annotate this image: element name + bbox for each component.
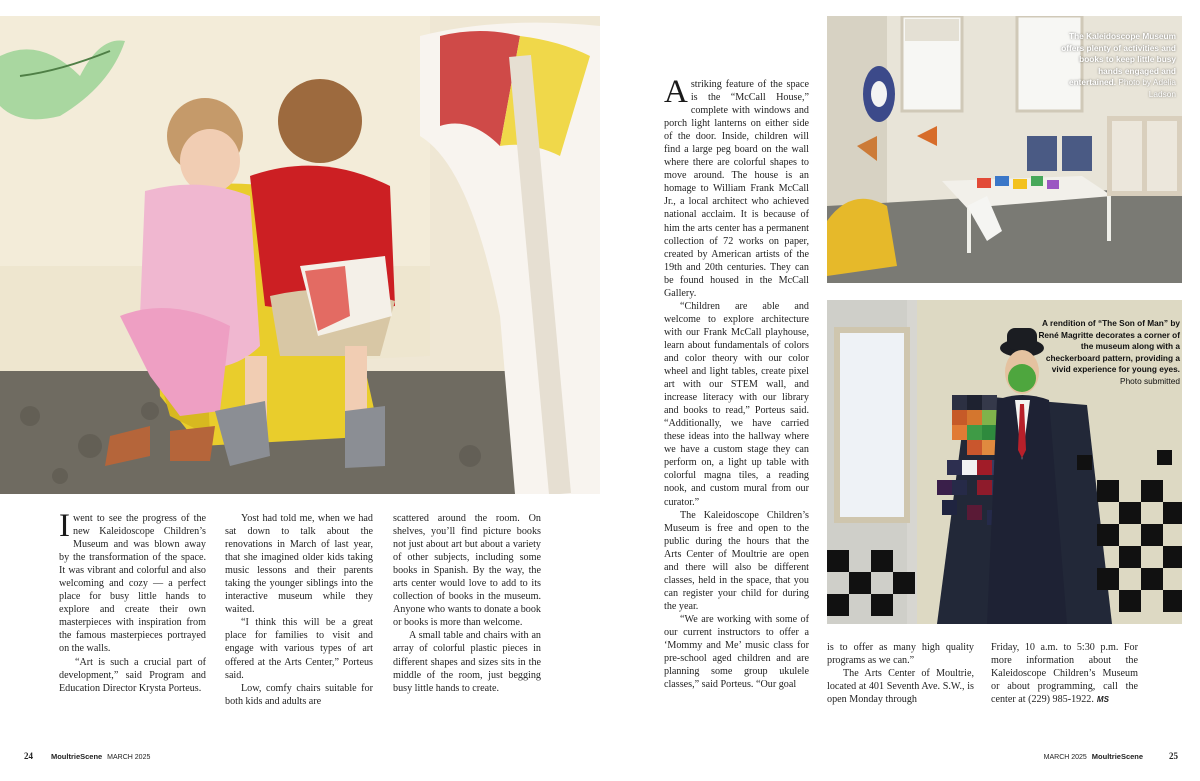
issue-date: MARCH 2025 [107,754,151,761]
paragraph: “Children are able and welcome to explore architecture with our Frank McCall playhouse, learn about fundamentals of colors and color theory with our color wheel and light tables, create pixel art with our STEM wall, and increase literacy with our library and books to read,” Porteus said. “Additionally, we have carried these ideas into the hallway where we have a custom stage they can perform on, a light up table with colorful magna tiles, a reading nook, and custom mural from our curator.” [664,300,809,508]
room-photo-caption [1058,31,1176,101]
article-column-4 [664,74,809,691]
article-column-6 [991,641,1138,706]
paragraph: Astriking feature of the space is the “McCall House,” complete with windows and porch light lanterns on either side of the door. Inside, children will find a large peg board on the wall where there are colorful shapes to move around. The house is an homage to William Frank McCall Jr., a local architect who achieved national acclaim. It is because of him the arts center has a permanent collection of 72 works on paper, created by American artists of the 19th and 20th centuries. They can be found housed in the McCall Gallery. [664,74,809,299]
right-folio [1044,751,1178,761]
article-column-3 [393,512,541,695]
paragraph: Yost had told me, when we had sat down to talk about the renovations in March of last year, that she imagined older kids taking music lessons and their parents taking the younger siblings into the interactive museum while they waited. [225,513,373,616]
paragraph: is to offer as many high quality programs as we can.” [827,642,974,667]
paragraph: Low, comfy chairs suitable for both kids and adults are [225,682,373,707]
magazine-name: MoultrieScene [1091,752,1144,761]
left-folio [24,751,150,761]
photo-credit: Photo submitted [1120,375,1180,386]
mural-photo-caption [1035,318,1180,388]
paragraph: scattered around the room. On shelves, you’ll find picture books not just about art but about a variety of other subjects, including some books in Spanish. By the way, the arts center would love to add to its collection of books in the museum. Anyone who wants to donate a book or books is more than welcome. [393,513,541,629]
paragraph: “I think this will be a great place for families to visit and engage with various types of art offered at the Arts Center,” Porteus said. [225,617,373,681]
page-number: 25 [1169,751,1178,761]
paragraph: “Art is such a crucial part of development,” said Program and Education Director Krysta Porteus. [59,656,206,694]
end-mark: MS [1096,695,1109,705]
photo-credit: Photo by Adelia Ladson [1118,77,1176,99]
paragraph: Friday, 10 a.m. to 5:30 p.m. For more information about the Kaleidoscope Children’s Museum or about programming, call the center at (229) 985-1922. MS [991,642,1138,706]
children-reading-photo [0,16,600,494]
drop-cap: I [59,508,70,544]
drop-cap: A [664,74,688,110]
issue-date: MARCH 2025 [1043,754,1087,761]
magazine-name: MoultrieScene [50,752,103,761]
article-column-5 [827,641,974,706]
paragraph: The Arts Center of Moultrie, located at 401 Seventh Ave. S.W., is open Monday through [827,668,974,706]
article-column-1 [59,508,206,695]
caption-text: A rendition of “The Son of Man” by René Magritte decorates a corner of the museum along with a checkerboard pattern, providing a vivid experience for young eyes. [1038,318,1180,375]
page-number: 24 [24,751,33,761]
caption-text: The Kaleidoscope Museum offers plenty of activities and books to keep little busy hands engaged and entertained. [1061,31,1176,88]
article-column-2 [225,512,373,708]
paragraph: “We are working with some of our current instructors to offer a ‘Mommy and Me’ music class for pre-school aged children and are planning some group ukulele classes,” said Porteus. “Our goal [664,613,809,691]
paragraph: Iwent to see the progress of the new Kaleidoscope Children’s Museum and was blown away by the transformation of the space. It was vibrant and colorful and also welcoming and cozy — a perfect place for busy little hands to explore and create their own masterpieces with inspiration from the famous masterpieces portrayed on the walls. [59,508,206,655]
paragraph: A small table and chairs with an array of colorful plastic pieces in different shapes and sizes sits in the middle of the room, just begging busy little hands to create. [393,630,541,694]
paragraph: The Kaleidoscope Children’s Museum is free and open to the public during the hours that the Arts Center of Moultrie are open and there will also be different classes, held in the space, that you can register your child for during the year. [664,509,809,612]
